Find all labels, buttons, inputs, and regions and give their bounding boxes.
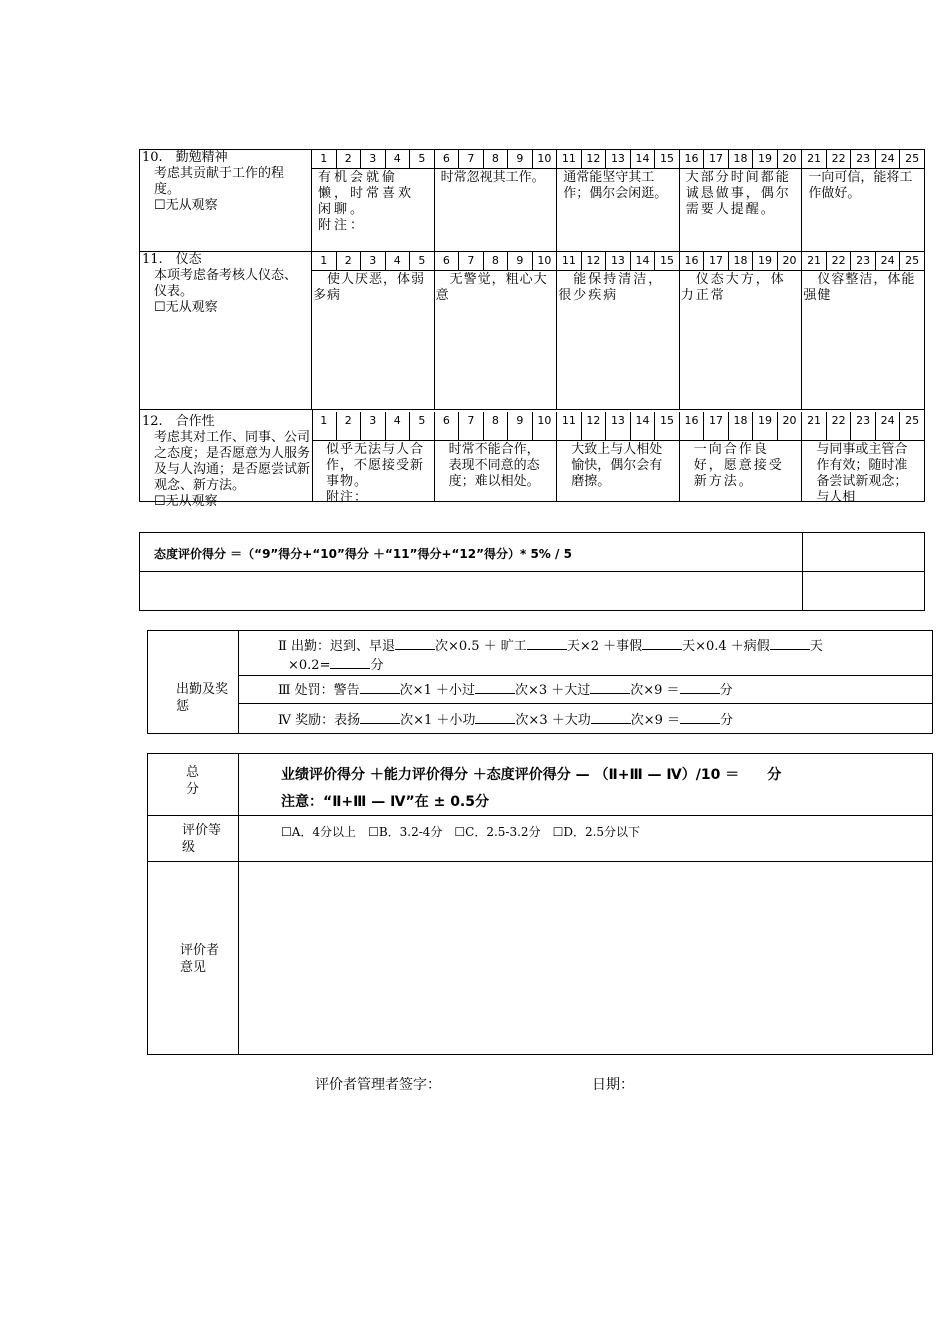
criterion-10 — [139, 149, 925, 252]
criterion-name-cell — [140, 410, 312, 510]
penalty-score-field[interactable] — [680, 681, 720, 694]
score-number-16[interactable]: 16 — [680, 252, 705, 270]
score-number-row — [312, 252, 924, 271]
score-number-8[interactable]: 8 — [484, 412, 509, 440]
score-number-25[interactable]: 25 — [905, 254, 920, 267]
score-number-20[interactable]: 20 — [778, 150, 803, 168]
criterion-description: 考虑其对工作、同事、公司之态度；是否愿意为人服务及与人沟通；是否愿尝试新观念、新方法。 — [154, 430, 311, 493]
score-number-6[interactable]: 6 — [435, 412, 460, 440]
score-number-12[interactable]: 12 — [582, 252, 607, 270]
date-label: 日期： — [592, 1077, 634, 1093]
score-number-12[interactable]: 12 — [582, 150, 607, 168]
score-number-23[interactable]: 23 — [851, 150, 876, 168]
score-number-20[interactable]: 20 — [778, 412, 803, 440]
score-number-18[interactable]: 18 — [729, 252, 754, 270]
score-number-13[interactable]: 13 — [606, 150, 631, 168]
signature-field[interactable] — [460, 1070, 580, 1092]
criterion-description: 本项考虑备考核人仪态、仪表。 — [154, 268, 298, 299]
score-number-14[interactable]: 14 — [631, 150, 656, 168]
score-number-19[interactable]: 19 — [753, 252, 778, 270]
absent-days-field[interactable] — [527, 637, 567, 650]
score-number-9[interactable]: 9 — [508, 412, 533, 440]
attitude-score-field[interactable] — [803, 533, 924, 571]
personal-leave-field[interactable] — [642, 637, 682, 650]
score-number-7[interactable]: 7 — [459, 252, 484, 270]
divider — [238, 703, 932, 704]
score-number-17[interactable]: 17 — [704, 252, 729, 270]
grade-options[interactable]: ☐A．4分以上 ☐B．3.2-4分 ☐C．2.5-3.2分 ☐D．2.5分以下 — [281, 825, 641, 839]
score-number-5[interactable]: 5 — [410, 412, 435, 440]
score-number-18[interactable]: 18 — [729, 412, 754, 440]
criterion-heading: 12. 合作性 — [142, 414, 215, 429]
band-11-15: 能保持清洁，很少疾病 — [557, 270, 680, 409]
penalty-row: Ⅲ 处罚：警告 次×1 ＋小过 次×3 ＋大过 次×9 ＝ 分 — [278, 683, 733, 698]
total-formula: 业绩评价得分 ＋能力评价得分 ＋态度评价得分 — （Ⅱ+Ⅲ — Ⅳ）/10 ＝ 分 — [281, 767, 782, 783]
score-number-22[interactable]: 22 — [827, 150, 852, 168]
opinion-label: 评价者意见 — [180, 943, 220, 975]
attitude-score-table — [139, 532, 925, 611]
score-number-row — [312, 150, 924, 169]
late-count-field[interactable] — [395, 637, 435, 650]
score-number-6[interactable]: 6 — [435, 150, 460, 168]
score-bands — [312, 270, 924, 409]
score-number-13[interactable]: 13 — [606, 252, 631, 270]
band-11-15: 大致上与人相处愉快，偶尔会有磨擦。 — [557, 440, 680, 501]
no-observation-checkbox[interactable]: ☐无从观察 — [154, 198, 218, 213]
score-number-5[interactable]: 5 — [410, 150, 435, 168]
summary-table — [147, 753, 933, 1055]
score-number-25[interactable]: 25 — [905, 414, 920, 427]
score-number-22[interactable]: 22 — [827, 412, 852, 440]
score-number-23[interactable]: 23 — [851, 252, 876, 270]
attendance-table — [147, 630, 933, 734]
score-number-2[interactable]: 2 — [337, 150, 362, 168]
score-number-16[interactable]: 16 — [680, 150, 705, 168]
band-6-10: 无警觉，粗心大意 — [435, 270, 558, 409]
divider — [148, 815, 932, 816]
attendance-score-field[interactable] — [330, 656, 370, 669]
score-number-4[interactable]: 4 — [386, 252, 411, 270]
score-number-17[interactable]: 17 — [704, 150, 729, 168]
attitude-formula: 态度评价得分 ＝（“9”得分+“10”得分 ＋“11”得分+“12”得分）* 5% / 5 — [154, 547, 572, 561]
score-bands — [312, 440, 924, 505]
score-number-11[interactable]: 11 — [557, 412, 582, 440]
score-number-3[interactable]: 3 — [361, 412, 386, 440]
criterion-heading: 11. 仪态 — [142, 252, 202, 267]
score-number-22[interactable]: 22 — [827, 252, 852, 270]
reward-row: Ⅳ 奖励：表扬 次×1 ＋小功 次×3 ＋大功 次×9 ＝ 分 — [278, 713, 734, 728]
band-21-25: 一向可信，能将工作做好。 — [808, 170, 913, 201]
band-21-25: 与同事或主管合作有效；随时准备尝试新观念；与人相 — [816, 442, 908, 505]
major-demerit-field[interactable] — [590, 681, 630, 694]
signature-label: 评价者管理者签字： — [315, 1077, 441, 1093]
score-number-15[interactable]: 15 — [655, 150, 680, 168]
score-number-20[interactable]: 20 — [778, 252, 803, 270]
score-number-10[interactable]: 10 — [533, 412, 558, 440]
no-observation-checkbox[interactable]: ☐无从观察 — [154, 300, 218, 315]
criterion-name-cell — [140, 150, 312, 251]
score-number-14[interactable]: 14 — [631, 252, 656, 270]
score-number-16[interactable]: 16 — [680, 412, 705, 440]
divider — [140, 571, 924, 572]
score-number-4[interactable]: 4 — [386, 412, 411, 440]
score-number-1[interactable]: 1 — [312, 252, 337, 270]
score-number-11[interactable]: 11 — [557, 252, 582, 270]
score-number-21[interactable]: 21 — [802, 412, 827, 440]
major-merit-field[interactable] — [591, 711, 631, 724]
score-number-5[interactable]: 5 — [410, 252, 435, 270]
score-number-11[interactable]: 11 — [557, 150, 582, 168]
score-number-23[interactable]: 23 — [851, 412, 876, 440]
warning-count-field[interactable] — [360, 681, 400, 694]
grade-label: 评价等级 — [182, 823, 222, 855]
score-number-8[interactable]: 8 — [484, 252, 509, 270]
score-number-6[interactable]: 6 — [435, 252, 460, 270]
score-number-7[interactable]: 7 — [459, 150, 484, 168]
score-bands — [312, 168, 924, 251]
score-number-15[interactable]: 15 — [655, 412, 680, 440]
reward-score-field[interactable] — [680, 711, 720, 724]
band-21-25: 仪容整洁，体能强健 — [803, 272, 916, 303]
score-number-8[interactable]: 8 — [484, 150, 509, 168]
score-number-15[interactable]: 15 — [655, 252, 680, 270]
score-number-3[interactable]: 3 — [361, 252, 386, 270]
score-number-21[interactable]: 21 — [802, 252, 827, 270]
band-16-20: 大部分时间都能诚恳做事，偶尔需要人提醒。 — [680, 168, 803, 251]
band-16-20: 仪态大方，体力正常 — [680, 270, 803, 409]
score-number-17[interactable]: 17 — [704, 412, 729, 440]
criterion-heading: 10. 勤勉精神 — [142, 150, 228, 165]
score-number-7[interactable]: 7 — [459, 412, 484, 440]
band-1-5: 有机会就偷懒，时常喜欢闲聊。 附注： — [312, 168, 435, 251]
opinion-field[interactable] — [239, 862, 932, 1054]
band-6-10: 时常不能合作，表现不同意的态度；难以相处。 — [435, 440, 558, 501]
score-number-13[interactable]: 13 — [606, 412, 631, 440]
score-number-4[interactable]: 4 — [386, 150, 411, 168]
criterion-12 — [139, 410, 925, 509]
score-number-19[interactable]: 19 — [753, 412, 778, 440]
minor-demerit-field[interactable] — [475, 681, 515, 694]
criterion-description: 考虑其贡献于工作的程度。 — [154, 166, 285, 197]
score-number-24[interactable]: 24 — [876, 412, 901, 440]
band-1-5: 使人厌恶，体弱多病 — [312, 270, 435, 409]
score-number-24[interactable]: 24 — [876, 252, 901, 270]
minor-merit-field[interactable] — [475, 711, 515, 724]
score-number-2[interactable]: 2 — [337, 412, 362, 440]
band-11-15: 通常能坚守其工作；偶尔会闲逛。 — [557, 168, 680, 251]
band-1-5: 似乎无法与人合作，不愿接受新事物。 附注： — [312, 440, 435, 501]
score-number-14[interactable]: 14 — [631, 412, 656, 440]
score-number-1[interactable]: 1 — [312, 150, 337, 168]
score-number-18[interactable]: 18 — [729, 150, 754, 168]
divider — [238, 675, 932, 676]
no-observation-checkbox[interactable]: ☐无从观察 — [154, 494, 218, 509]
attendance-label: 出勤及奖惩 — [176, 682, 229, 714]
criterion-11 — [139, 252, 925, 410]
score-number-12[interactable]: 12 — [582, 412, 607, 440]
total-label: 总分 — [186, 765, 200, 797]
band-16-20: 一向合作良好，愿意接受新方法。 — [680, 440, 803, 501]
sick-leave-field[interactable] — [770, 637, 810, 650]
score-number-21[interactable]: 21 — [802, 150, 827, 168]
band-6-10: 时常忽视其工作。 — [435, 168, 558, 251]
divider — [238, 631, 239, 733]
score-number-10[interactable]: 10 — [533, 150, 558, 168]
criterion-name-cell — [140, 252, 312, 409]
attendance-row: Ⅱ 出勤：迟到、早退 次×0.5 ＋ 旷工 天×2 ＋事假 天×0.4 ＋病假 天 ×0.2= 分 — [278, 639, 823, 673]
score-number-9[interactable]: 9 — [508, 150, 533, 168]
score-number-9[interactable]: 9 — [508, 252, 533, 270]
score-number-2[interactable]: 2 — [337, 252, 362, 270]
praise-count-field[interactable] — [360, 711, 400, 724]
score-number-1[interactable]: 1 — [312, 412, 337, 440]
total-note: 注意：“Ⅱ+Ⅲ — Ⅳ”在 ± 0.5分 — [281, 794, 489, 810]
score-number-3[interactable]: 3 — [361, 150, 386, 168]
score-number-10[interactable]: 10 — [533, 252, 558, 270]
score-number-row — [312, 412, 924, 441]
score-number-25[interactable]: 25 — [905, 152, 920, 165]
score-number-19[interactable]: 19 — [753, 150, 778, 168]
score-number-24[interactable]: 24 — [876, 150, 901, 168]
